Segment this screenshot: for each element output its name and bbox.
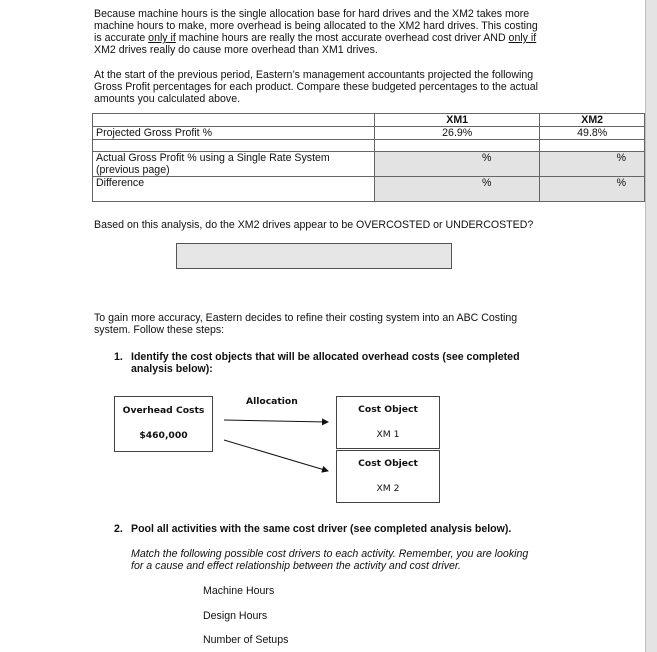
difference-xm2-input[interactable]: %	[540, 177, 645, 202]
overhead-label: Overhead Costs	[122, 405, 205, 416]
actual-xm2-input[interactable]: %	[540, 152, 645, 177]
viewer-background	[646, 0, 657, 652]
question-text: Based on this analysis, do the XM2 drives appear to be OVERCOSTED or UNDERCOSTED?	[94, 219, 534, 231]
difference-xm1-input[interactable]: %	[375, 177, 540, 202]
cost-object-title: Cost Object	[358, 404, 418, 415]
arrow-to-xm2	[224, 440, 328, 471]
actual-xm1-input[interactable]: %	[375, 152, 540, 177]
driver-machine-hours: Machine Hours	[203, 585, 275, 597]
projected-xm1: 26.9%	[375, 127, 540, 140]
projected-xm2: 49.8%	[540, 127, 645, 140]
col-xm1-header: XM1	[375, 114, 540, 127]
driver-number-of-setups: Number of Setups	[203, 634, 289, 646]
abc-paragraph: To gain more accuracy, Eastern decides to refine their costing system into an ABC Costing system. Follow these steps:	[94, 312, 518, 336]
intro-paragraph: Because machine hours is the single allocation base for hard drives and the XM2 takes more machine hours to make, more overhead is being allocated to the XM2 hard drives. This costing is accurate only if machine hours are really the most accurate overhead cost driver AND only if XM2 drives really do cause more overhead than XM1 drives.	[94, 8, 538, 56]
row-label: Difference	[93, 177, 375, 202]
cost-object-name: XM 2	[376, 483, 400, 494]
arrow-to-xm1	[224, 420, 328, 422]
step1-heading: Identify the cost objects that will be allocated overhead costs (see completed analysis below):	[131, 351, 520, 375]
step2-instructions: Match the following possible cost drivers to each activity. Remember, you are looking for a cause and effect relationship between the activity and cost driver.	[131, 548, 529, 572]
step2-heading: Pool all activities with the same cost driver (see completed analysis below).	[131, 523, 512, 535]
cost-object-title: Cost Object	[358, 458, 418, 469]
step2-number: 2.	[114, 523, 123, 535]
row-label: Actual Gross Profit % using a Single Rate System (previous page)	[93, 152, 375, 177]
driver-design-hours: Design Hours	[203, 610, 268, 622]
step1-number: 1.	[114, 351, 123, 363]
cost-object-name: XM 1	[376, 429, 400, 440]
overhead-amount: $460,000	[139, 430, 188, 441]
allocation-label: Allocation	[246, 396, 298, 407]
col-xm2-header: XM2	[540, 114, 645, 127]
row-label: Projected Gross Profit %	[93, 127, 375, 140]
budget-paragraph: At the start of the previous period, Eastern’s management accountants projected the following Gross Profit percentages for each product. Compare these budgeted percentages to the actual amounts you calculated above.	[94, 69, 539, 105]
